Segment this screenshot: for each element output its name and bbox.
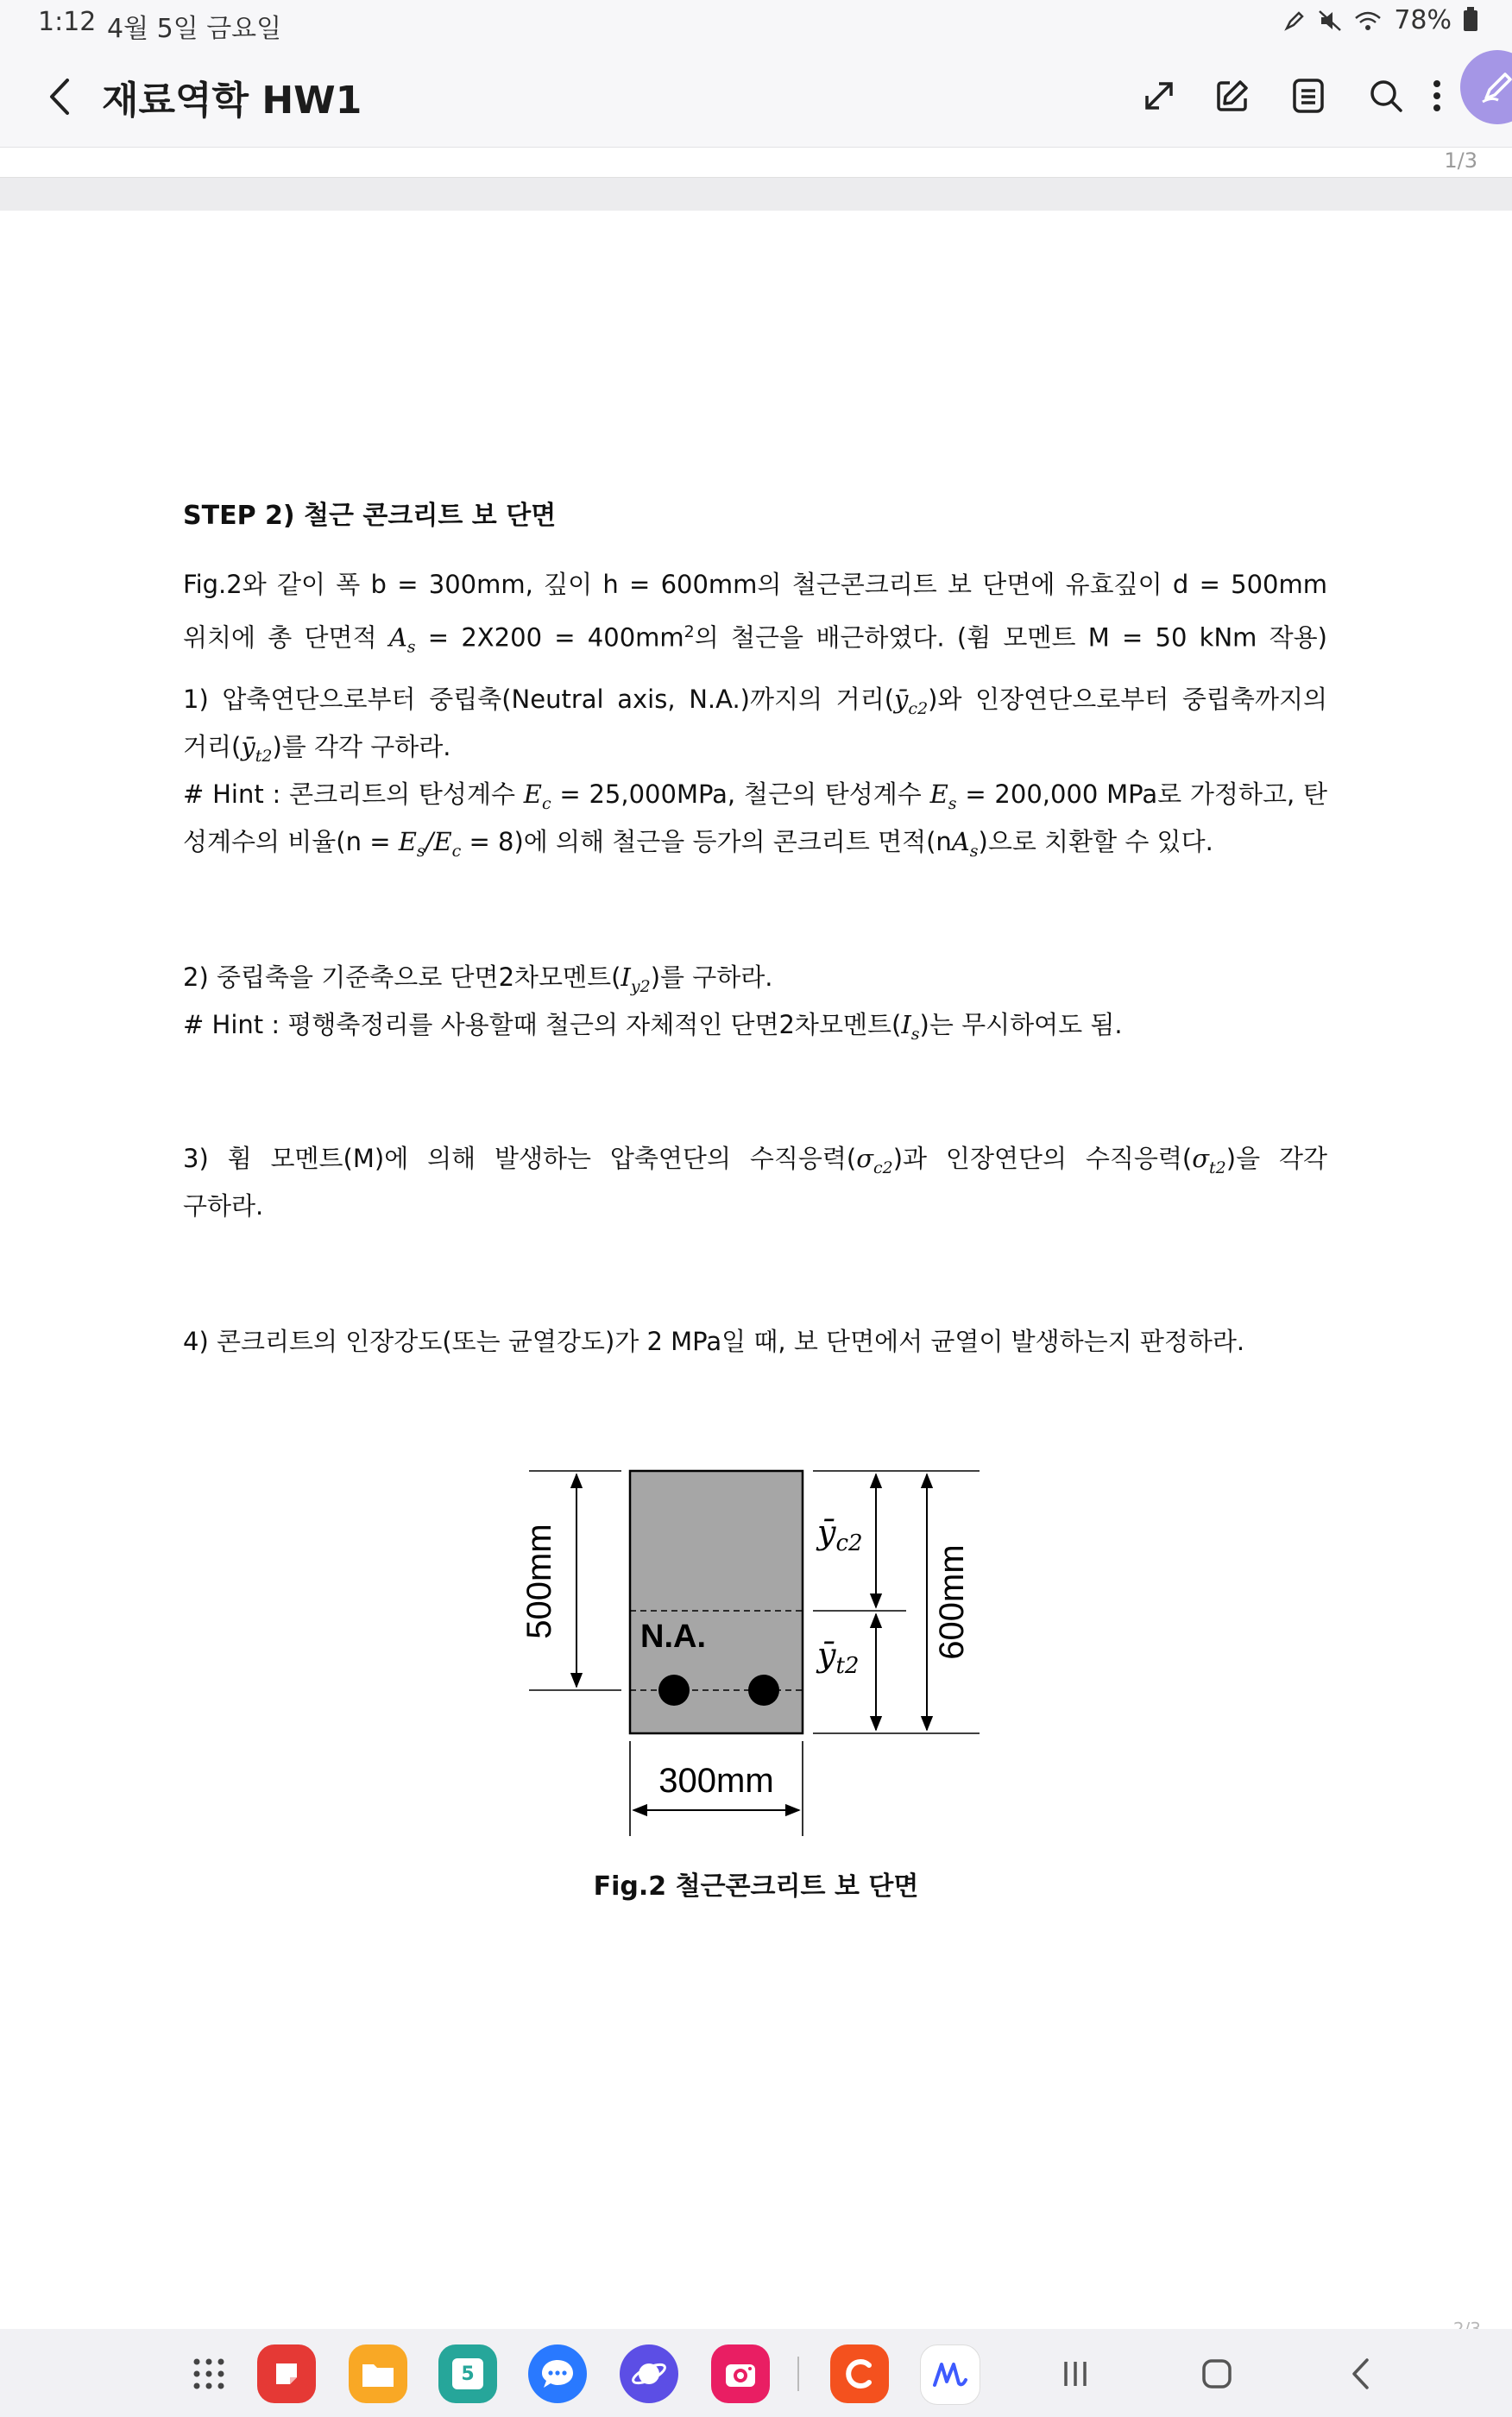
messages-app-icon[interactable]: [528, 2344, 587, 2403]
home-button[interactable]: [1188, 2344, 1246, 2403]
q1-text-c: 거리(: [183, 732, 242, 761]
wifi-icon: [1354, 9, 1382, 32]
hint1-text-e: = 8)에 의해 철근을 등가의 콘크리트 면적(n: [461, 827, 952, 856]
q3-text-b: )과 인장연단의 수직응력(: [892, 1144, 1193, 1173]
rebar-right: [748, 1675, 779, 1706]
beam-section-figure: [501, 1443, 1001, 1840]
apps-grid-icon: [192, 2357, 226, 2391]
planet-icon: [630, 2355, 668, 2393]
status-icons: [1283, 5, 1477, 35]
na-label: N.A.: [640, 1619, 706, 1655]
q1-text-a: 1) 압축연단으로부터 중립축(Neutral axis, N.A.)까지의 거리(: [183, 685, 895, 714]
status-date: 4월 5일 금요일: [107, 14, 282, 44]
edit-icon: [1214, 78, 1251, 114]
letter-c-icon: [842, 2357, 877, 2391]
pen-status-icon: [1283, 9, 1306, 32]
math-yt2: ȳ: [241, 732, 255, 761]
intro-line-1: Fig.2와 같이 폭 b = 300mm, 깊이 h = 600mm의 철근콘크리트 보 단면에 유효깊이 d = 500mm: [183, 570, 1327, 599]
hint1-text-a: # Hint : 콘크리트의 탄성계수: [183, 779, 524, 809]
hint1-text-c: = 200,000 MPa로 가정하고, 탄: [956, 779, 1327, 809]
dock-divider: [797, 2357, 799, 2391]
notes-app-icon[interactable]: [257, 2344, 316, 2403]
intro-text-c: 의 철근을 배근하였다. (휨 모멘트 M = 50 kNm 작용): [694, 622, 1327, 653]
recents-icon: [1060, 2359, 1091, 2389]
yc2-symbol: ȳ: [817, 1513, 836, 1551]
back-button[interactable]: [38, 71, 79, 123]
dim-600-label: 600mm: [933, 1544, 971, 1660]
folder-icon: [361, 2359, 395, 2389]
yt2-symbol: ȳ: [817, 1636, 836, 1674]
math-ratio-num: E: [398, 827, 417, 856]
back-arrow-icon: [1350, 2357, 1370, 2390]
mute-icon: [1318, 9, 1342, 32]
search-button[interactable]: [1358, 67, 1414, 124]
question-4: 4) 콘크리트의 인장강도(또는 균열강도)가 2 MPa일 때, 보 단면에서 균열이 발생하는지 판정하라.: [183, 1327, 1245, 1356]
app-header: [0, 45, 1512, 148]
internet-app-icon[interactable]: [620, 2344, 678, 2403]
camera-app-icon[interactable]: [711, 2344, 770, 2403]
math-ratio-den-sub: c: [451, 841, 462, 861]
rebar-left: [658, 1675, 690, 1706]
apps-grid-button[interactable]: [180, 2344, 238, 2403]
dim-500-label: 500mm: [520, 1524, 558, 1639]
math-As-sub: s: [406, 637, 416, 657]
step-title: STEP 2) 철근 콘크리트 보 단면: [183, 501, 557, 531]
script-n-icon: [931, 2359, 969, 2390]
yc2-label: [816, 1513, 863, 1556]
page-indicator: 1/3: [1444, 148, 1477, 173]
math-sc2-sub: c2: [873, 1158, 893, 1177]
math-Is: I: [901, 1010, 911, 1039]
battery-percent: 78%: [1394, 5, 1452, 35]
nu-app-icon[interactable]: [920, 2344, 980, 2405]
c-app-icon[interactable]: [830, 2344, 889, 2403]
hint2-text-a: # Hint : 평행축정리를 사용할때 철근의 자체적인 단면2차모멘트(: [183, 1010, 902, 1039]
math-ratio-slash: /: [425, 827, 434, 856]
math-st2: σ: [1192, 1144, 1210, 1173]
hint1-text-b: = 25,000MPa, 철근의 탄성계수: [551, 779, 930, 809]
status-bar: [0, 0, 1512, 45]
reading-mode-button[interactable]: [1280, 67, 1337, 124]
note-icon: [271, 2358, 302, 2389]
recent-apps-button[interactable]: [1046, 2344, 1105, 2403]
question-3-line-2: 구하라.: [183, 1191, 264, 1221]
hint2-text-b: )는 무시하여도 됨.: [919, 1010, 1123, 1039]
pen-mode-button[interactable]: [1460, 50, 1512, 124]
yt2-label: [816, 1636, 859, 1679]
math-ratio-den: E: [433, 827, 452, 856]
yt2-subscript: t2: [835, 1653, 860, 1679]
math-nAs-sub: s: [969, 841, 979, 861]
more-options-button[interactable]: [1424, 67, 1450, 124]
calendar-app-icon[interactable]: [438, 2344, 497, 2403]
q3-text-a: 3) 휨 모멘트(M)에 의해 발생하는 압축연단의 수직응력(: [183, 1144, 857, 1173]
intro-text-a: 위치에 총 단면적: [183, 622, 389, 653]
q2-text-b: )를 구하라.: [650, 962, 773, 992]
math-yc2: ȳ: [894, 685, 909, 714]
math-Is-sub: s: [910, 1024, 920, 1044]
camera-icon: [723, 2358, 758, 2389]
math-sc2: σ: [856, 1144, 873, 1173]
more-vertical-icon: [1433, 79, 1441, 113]
page-title: 재료역학 HW1: [102, 79, 362, 123]
intro-text-b: = 2X200 = 400mm: [415, 622, 684, 653]
math-squared: 2: [684, 622, 695, 641]
hint1-text-f: )으로 치환할 수 있다.: [978, 827, 1213, 856]
calendar-icon: 5: [452, 2358, 483, 2389]
page-separator: [0, 177, 1512, 211]
chat-bubble-icon: [539, 2357, 576, 2390]
hint1-text-d: 성계수의 비율(n =: [183, 827, 399, 856]
math-Ec-sub: c: [541, 793, 551, 813]
search-icon: [1368, 78, 1404, 114]
yc2-subscript: c2: [835, 1530, 863, 1556]
math-ratio-num-sub: s: [416, 841, 425, 861]
math-yc2-sub: c2: [908, 698, 929, 718]
document-icon: [1292, 78, 1325, 114]
hint-1-line-2: [183, 818, 1213, 875]
intro-line-2: [183, 609, 1327, 671]
hint-2: [183, 1001, 1123, 1058]
math-st2-sub: t2: [1209, 1158, 1226, 1177]
home-icon: [1201, 2358, 1232, 2389]
expand-icon: [1142, 79, 1176, 113]
chevron-left-icon: [47, 77, 71, 117]
files-app-icon[interactable]: [349, 2344, 407, 2403]
q1-text-d: )를 각각 구하라.: [272, 732, 451, 761]
question-3-line-1: [183, 1135, 1327, 1192]
math-yt2-sub: t2: [255, 746, 273, 766]
math-Es-sub: s: [948, 793, 957, 813]
dim-300-label: 300mm: [658, 1762, 774, 1800]
status-time: 1:12: [38, 7, 97, 37]
math-Es: E: [929, 779, 948, 809]
math-Iy2: I: [621, 962, 631, 992]
math-Ec: E: [523, 779, 542, 809]
pen-icon: [1477, 67, 1512, 107]
system-back-button[interactable]: [1331, 2344, 1389, 2403]
q2-text-a: 2) 중립축을 기준축으로 단면2차모멘트(: [183, 962, 621, 992]
battery-icon: [1464, 10, 1477, 31]
q3-text-c: )을 각각: [1225, 1144, 1327, 1173]
q1-text-b: )와 인장연단으로부터 중립축까지의: [928, 685, 1327, 714]
fullscreen-button[interactable]: [1131, 67, 1188, 124]
math-nAs: A: [951, 827, 970, 856]
math-As: A: [388, 622, 407, 653]
math-Iy2-sub: y2: [630, 976, 651, 996]
figure-caption: Fig.2 철근콘크리트 보 단면: [593, 1871, 919, 1902]
edit-button[interactable]: [1204, 67, 1261, 124]
navigation-bar: [0, 2329, 1512, 2417]
